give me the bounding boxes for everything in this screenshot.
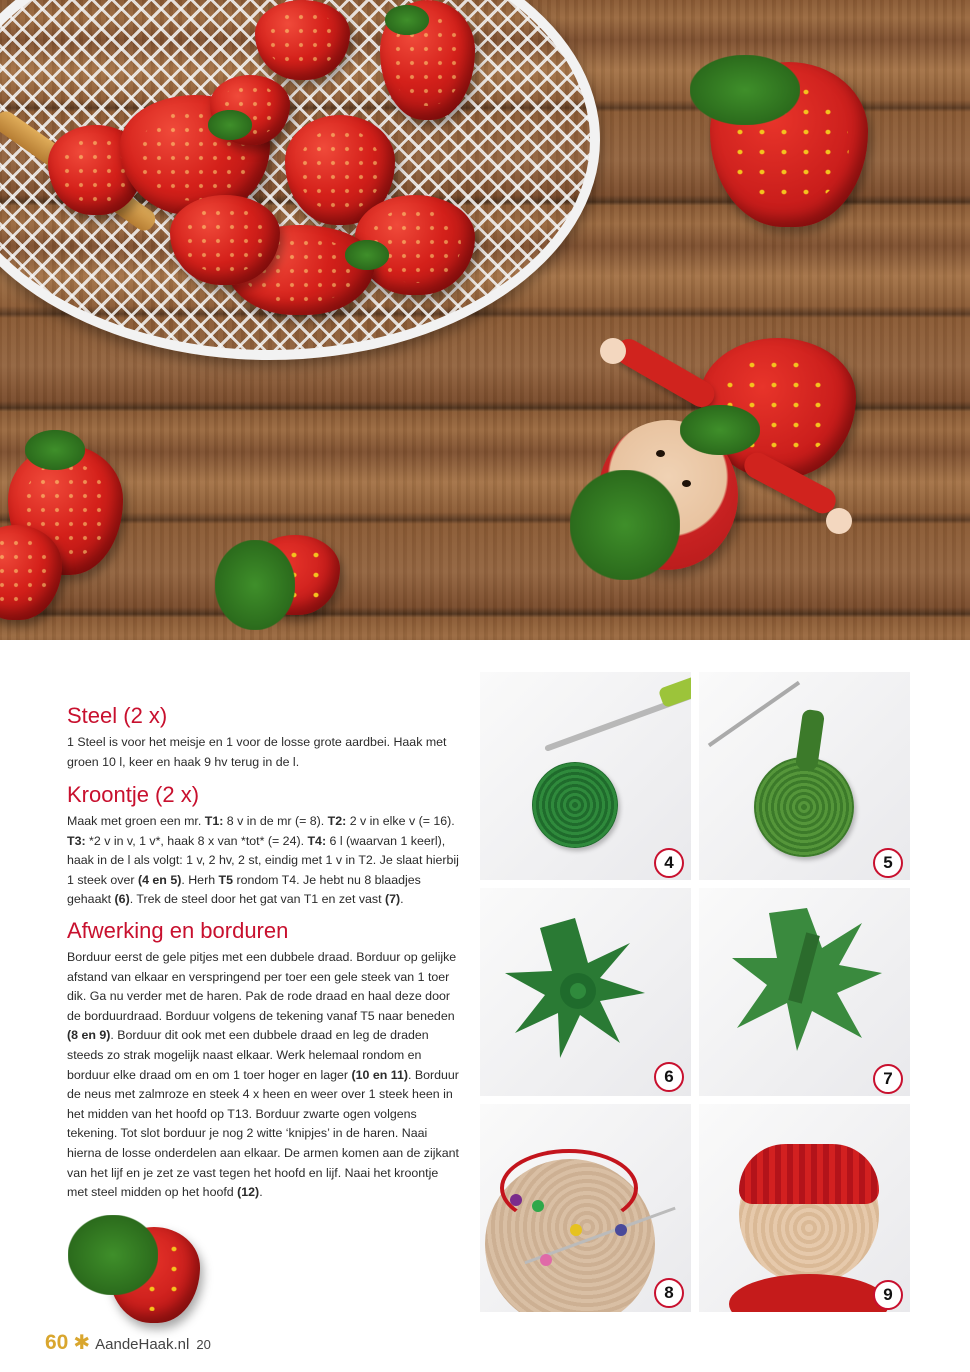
step-photo-4	[480, 672, 691, 880]
calyx	[25, 430, 85, 470]
doll-hand	[826, 508, 852, 534]
bold-run: (8 en 9)	[67, 1028, 111, 1043]
page-number: 60	[45, 1331, 69, 1354]
bold-run: T4:	[307, 833, 327, 848]
bold-run: T1:	[204, 814, 224, 828]
strawberry-illustration	[68, 1205, 208, 1325]
pin	[615, 1224, 627, 1236]
crochet-hook	[708, 681, 800, 747]
step-number: 9	[873, 1280, 903, 1310]
step-number: 4	[654, 848, 684, 878]
bold-run: (12)	[237, 1185, 260, 1200]
bold-run: (4 en 5)	[137, 872, 182, 887]
bold-run: T2:	[327, 814, 347, 828]
step-photo-7	[699, 888, 910, 1096]
calyx	[385, 5, 429, 35]
crochet-star	[500, 913, 650, 1063]
bold-run: (6)	[114, 892, 130, 907]
section-title: Afwerking en borduren	[67, 918, 289, 943]
section-steel	[67, 703, 462, 772]
section-body: Maak met groen een mr. T1: 8 v in de mr (= 8). T2: 2 v in elke v (= 16). T3: *2 v in v, 1 v*, haak 8 x van *tot* (= 24). T4: 6 l (waarvan 1 keerl), haak in de l als volgt: 1 v, 2 hv, 2 st, eindig met 1 v in T2. Je slaat hierbij 1 steek over (4 en 5). Herh T5 rondom T4. Je hebt nu 8 blaadjes gehaakt (6). Trek de steel door het gat van T1 en zet vast (7).	[67, 814, 459, 907]
calyx	[68, 1215, 158, 1295]
doll-body	[729, 1274, 889, 1312]
red-thread	[500, 1149, 638, 1227]
crochet-disc	[754, 757, 854, 857]
pin	[532, 1200, 544, 1212]
bold-run: T3:	[67, 833, 86, 848]
hook-handle	[658, 676, 691, 708]
pin	[540, 1254, 552, 1266]
step-number: 6	[654, 1062, 684, 1092]
page-footer	[45, 1330, 211, 1356]
issue-number: 20	[196, 1337, 211, 1352]
calyx	[215, 540, 295, 630]
section-body: Borduur eerst de gele pitjes met een dubbele draad. Borduur op gelijke afstand van elkaar en verspringend per toer een gele steek van 1 toer dik. Ga nu verder met de haren. Pak de rode draad en haal deze door de borduurdraad. Borduur volgens de tekening vanaf T5 naar beneden (8 en 9). Borduur dit ook met een dubbele draad en leg de draden steeds zo strak mogelijk naast elkaar. Werk helemaal rondom en borduur elke draad om en om 1 toer hoger en lager (10 en 11). Borduur de neus met zalmroze en steek 4 x heen en weer over 1 steek heen in het midden van het hoofd op T13. Borduur zwarte ogen volgens tekening. Tot slot borduur je nog 2 witte ‘knipjes’ in de haren. Naai hierna de losse onderdelen aan elkaar. De armen komen aan de zijkant van het lijf en je zet ze vast tegen het hoofd en lijf. Naai het kroontje met steel midden op het hoofd (12).	[67, 950, 459, 1200]
crochet-disc	[532, 762, 618, 848]
pin	[510, 1194, 522, 1206]
bold-run: T5	[218, 872, 233, 887]
doll-eye	[682, 480, 691, 487]
doll-crown	[570, 470, 680, 580]
doll-collar	[680, 405, 760, 455]
step-photo-5	[699, 672, 910, 880]
asterisk-icon: ✱	[73, 1332, 91, 1354]
crochet-star	[727, 903, 887, 1053]
section-afwerking	[67, 918, 462, 1203]
red-hair	[739, 1144, 879, 1204]
step-number: 5	[873, 848, 903, 878]
doll-eye	[656, 450, 665, 457]
section-title: Steel (2 x)	[67, 703, 168, 728]
site-name: AandeHaak.nl	[95, 1336, 190, 1353]
section-kroontje	[67, 782, 462, 910]
calyx	[690, 55, 800, 125]
step-photo-8	[480, 1104, 691, 1312]
section-body: 1 Steel is voor het meisje en 1 voor de losse grote aardbei. Haak met groen 10 l, keer en haak 9 hv terug in de l.	[67, 735, 447, 769]
step-number: 8	[654, 1278, 684, 1308]
pin	[570, 1224, 582, 1236]
step-photo-9	[699, 1104, 910, 1312]
calyx	[345, 240, 389, 270]
step-photo-6	[480, 888, 691, 1096]
hero-photo	[0, 0, 970, 640]
bold-run: (7)	[385, 892, 401, 907]
doll-hand	[600, 338, 626, 364]
section-title: Kroontje (2 x)	[67, 782, 200, 807]
bold-run: (10 en 11)	[351, 1067, 408, 1082]
calyx	[208, 110, 252, 140]
step-number: 7	[873, 1064, 903, 1094]
